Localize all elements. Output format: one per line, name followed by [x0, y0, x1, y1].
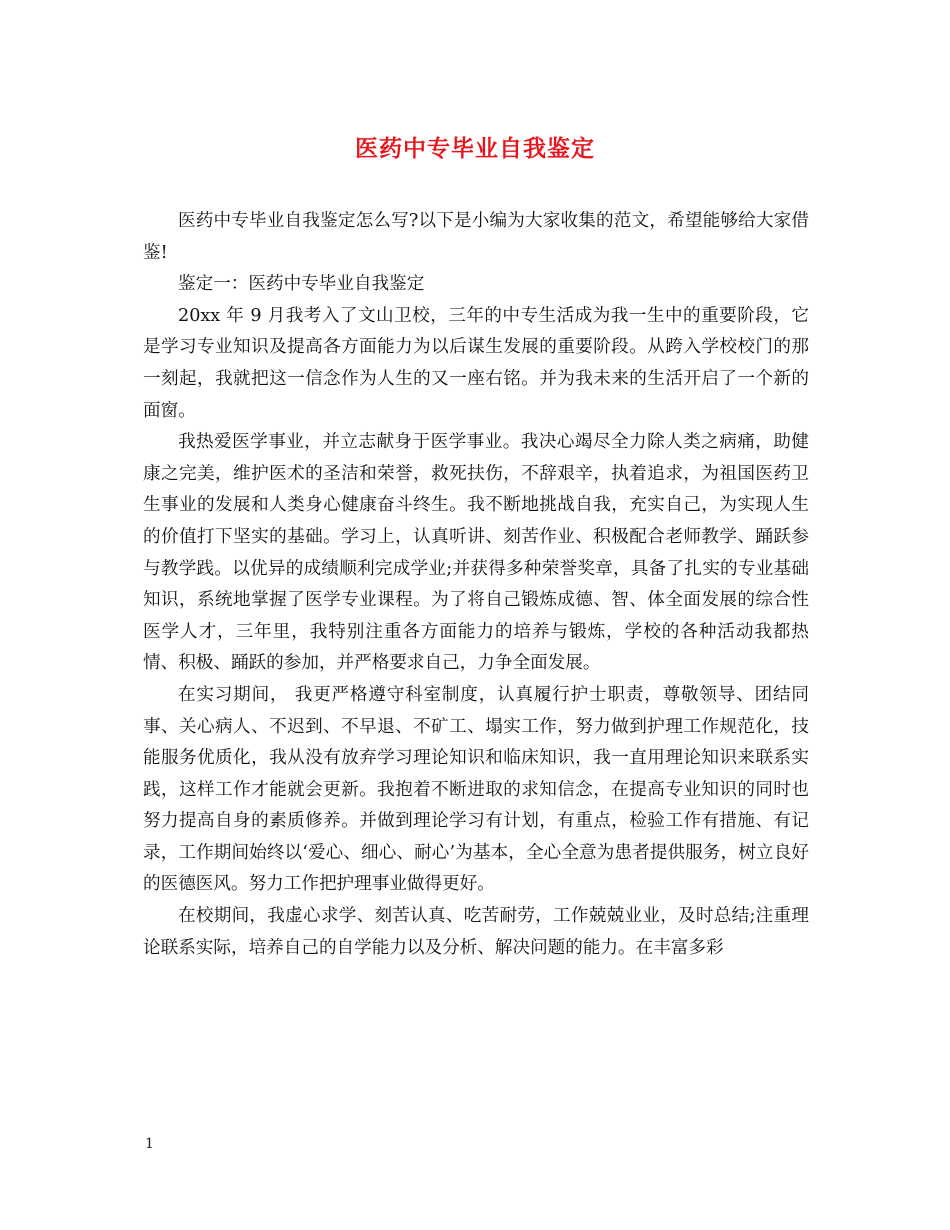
paragraph-school-period: 在校期间，我虚心求学、刻苦认真、吃苦耐劳，工作兢兢业业，及时总结;注重理论联系实际，培养自己的自学能力以及分析、解决问题的能力。在丰富多彩 [143, 906, 809, 958]
paragraph-enrollment: 20xx 年 9 月我考入了文山卫校，三年的中专生活成为我一生中的重要阶段，它是学习专业知识及提高各方面能力为以后谋生发展的重要阶段。从跨入学校校门的那一刻起，我就把这一信念作为人生的又一座右铭。并为我未来的生活开启了一个新的面窗。 [143, 305, 809, 421]
page-number: 1 [145, 1136, 154, 1152]
document-title: 医药中专毕业自我鉴定 [355, 135, 595, 162]
paragraph-internship: 在实习期间， 我更严格遵守科室制度，认真履行护士职责，尊敬领导、团结同事、关心病人、不迟到、不早退、不矿工、塌实工作，努力做到护理工作规范化，技能服务优质化，我从没有放弃学习理论知识和临床知识，我一直用理论知识来联系实践，这样工作才能就会更新。我抱着不断进取的求知信念，在提高专业知识的同时也努力提高自身的素质修养。并做到理论学习有计划，有重点，检验工作有措施、有记录，工作期间始终以‘爱心、细心、耐心’为基本，全心全意为患者提供服务，树立良好的医德医风。努力工作把护理事业做得更好。 [143, 684, 809, 895]
paragraph-medical-career: 我热爱医学事业，并立志献身于医学事业。我决心竭尽全力除人类之病痛，助健康之完美，维护医术的圣洁和荣誉，救死扶伤，不辞艰辛，执着追求，为祖国医药卫生事业的发展和人类身心健康奋斗终生。我不断地挑战自我，充实自己，为实现人生的价值打下坚实的基础。学习上，认真听讲、刻苦作业、积极配合老师教学、踊跃参与教学践。以优异的成绩顺利完成学业;并获得多种荣誉奖章，具备了扎实的专业基础知识，系统地掌握了医学专业课程。为了将自己锻炼成德、智、体全面发展的综合性医学人才，三年里，我特别注重各方面能力的培养与锻炼，学校的各种活动我都热情、积极、踊跃的参加，并严格要求自己，力争全面发展。 [143, 432, 809, 674]
document-body [143, 206, 809, 964]
paragraph-intro: 医药中专毕业自我鉴定怎么写?以下是小编为大家收集的范文，希望能够给大家借鉴! [143, 211, 809, 263]
paragraph-section-heading: 鉴定一：医药中专毕业自我鉴定 [178, 274, 425, 295]
